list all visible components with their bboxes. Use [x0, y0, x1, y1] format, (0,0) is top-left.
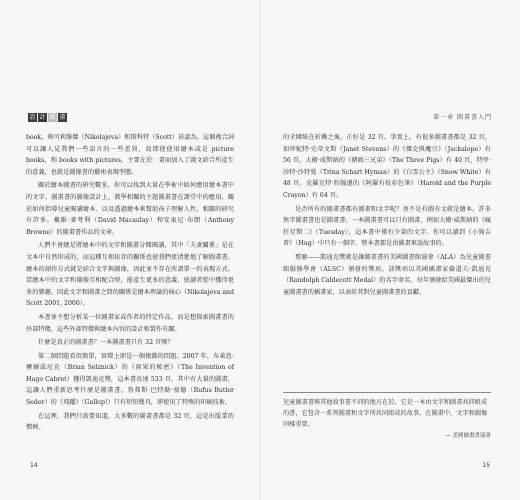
right-body-text: [283, 132, 491, 300]
chapter-mark-char: 設: [29, 113, 36, 121]
chapter-mark-char: 計: [39, 113, 46, 121]
quote-attribution: — 美國圖畫書協會: [445, 433, 491, 439]
quote-text: 兒童圖畫書與其他故事書不同的地方在於，它是一本由文字和圖畫共同組成的書，它包含一系列圖畫和文字所共同組成的故事，在圖畫中，文字和圖像同樣重要。: [283, 399, 488, 428]
paragraph: 本書並不想分析某一位圖畫家或作者的特定作品，而是想探索圖畫書的外部特徵，這些外部特徵與繪本內容的設計和製作有關。: [26, 313, 234, 333]
left-page: [0, 0, 259, 500]
page-number-left: 14: [30, 462, 38, 469]
paragraph: 關於繪本圖書的研究數多，你可以找到大量在學術中如何應用繪本書中的文字、圖畫書的圖像設計上，教學相關的主題圖畫書在課堂中的應用，關於如何指導兒童閱讀繪本、以及透過繪本來幫助孩子理解人性，相關的研究有許多。戴維·麥考利（David Macaulay）和安東尼·布朗（Anthony Browne）的圖畫書作品的文章。: [26, 182, 234, 236]
paragraph: book，夠可莉維傑（Nikolajeva）和斯科特（Scott）甚認為，這個複合詞可以讓人見我們一些語言的一些差異，故即使使用繪本或是 picture books，和 books with pictures，主要在於：畫面加入了圖文結合所產生的意義，也就是圖像書的藝術表現型態。: [26, 134, 234, 176]
page-number-right: 15: [482, 462, 490, 469]
paragraph: 在這裡，我們只需要知道，大多數的圖畫書都是 32 頁，這是出版業的慣例。: [26, 412, 234, 432]
pull-quote: [283, 392, 491, 442]
quote-rule: [283, 392, 491, 393]
left-body-text: [26, 132, 234, 436]
chapter-mark-char: 圖: [49, 113, 56, 121]
paragraph: 那麼——凱迪克獎就是讓圖畫書的美國圖書館協會（ALA）為兒童圖書館服務學會（ALSC）頒發的獎項。該獎項以英國插畫家倫道夫·凱迪克（Randolph Caldecott Medal）的名字命名，每年頒發給美國最傑出的兒童圖畫書的插畫家，以表彰其對兒童圖畫書的貢獻。: [283, 253, 491, 296]
right-page: [261, 0, 520, 500]
paragraph: 人們不會總是將繪本中的文字和圖畫分開閱讀，其中「夫妻關係」是在文本中自然形成的，而這種互相依存的關係也使我們更清楚地了解圖畫書。繪本的創作方式就是結合文字與圖像，因此並不存在所謂單一的表現方式。當繪本中的文字和圖像互相配合時，能產生更多的意義，使讀者從中獲得更多的樂趣。因此文字和圖畫之間的關係是繪本理論的核心（Nikolajeva and Scott 2001, 2006）。: [26, 242, 234, 308]
paragraph: 什麼是真正的圖畫書？一本圖畫書只有 32 頁嗎？: [38, 339, 174, 347]
chapter-mark: [28, 112, 67, 122]
paragraph: 第二個問題看似簡單，實際上卻是一個複雜的問題。2007 年，布萊恩·賽爾茲尼克（Brian Selznick）的《雨果的秘密》（The Invention of Hugo Cabret）獲得凱迪克獎，這本書長達 533 頁，其中有大量的圖畫，這讓人們重新思考什麼是圖畫書。魯弗斯·巴特勒·塞德（Rufus Butler Seder）的《飛躍》（Gallop!）只有短短幾頁，卻使用了特殊的印刷技術。: [26, 352, 234, 407]
chapter-mark-char: 畫: [59, 113, 66, 121]
running-head: 第一章 圖畫書入門: [433, 114, 492, 121]
paragraph: 的全開紙在折疊之後，正好是 32 頁。事實上，有很多圖畫書都是 32 頁，如珍妮特·史蒂文斯（Janet Stevens）的《傑克與魔豆》（Jackalope）有 56 頁，大衛·威斯納的《豬頭三兄弟》（The Three Pigs）有 40 頁，特里·沙特·沙特曼（Trina Schart Hyman）的《白雪公主》（Snow White）有 48 頁。克羅克特·約翰遜的《阿羅有枝彩色筆》（Harold and the Purple Crayon）有 64 頁。: [283, 134, 491, 199]
paragraph: 是否所有的圖畫書都有圖畫和文字呢？並不是有圖有文就是繪本。許多無字圖畫書也是圖畫書。一本圖畫書可以只有圖畫，例如大衛·威斯納的《瘋狂星期二》（Tuesday），這本書中僅有少量的文字。你可以讀到《小狗吉普》（Hug）中只有一個字，整本書都是由圖畫來說故事的。: [283, 205, 491, 248]
